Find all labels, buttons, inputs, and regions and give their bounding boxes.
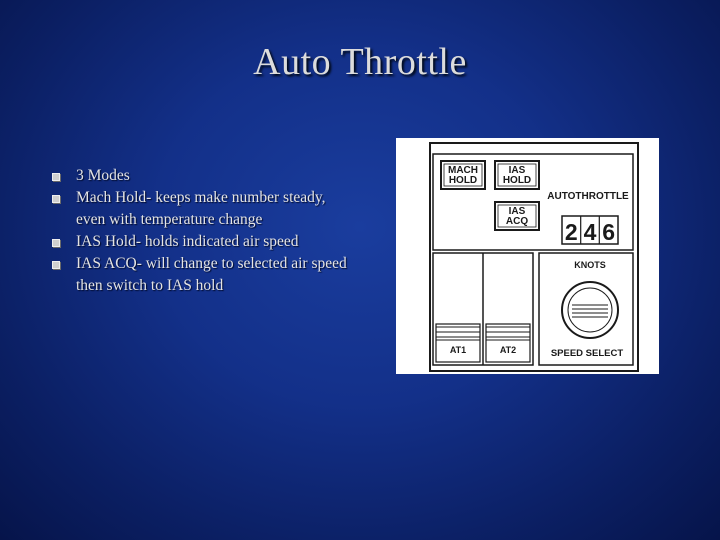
autothrottle-panel-image bbox=[396, 138, 659, 374]
mach-hold-label-bottom: HOLD bbox=[448, 175, 478, 186]
bullet-item-mach-hold bbox=[52, 187, 352, 231]
mach-hold-label-top: MACH bbox=[448, 165, 478, 176]
ias-hold-button[interactable] bbox=[495, 161, 539, 189]
ias-acq-label-top: IAS bbox=[508, 206, 526, 217]
square-bullet-icon bbox=[52, 239, 60, 247]
square-bullet-icon bbox=[52, 261, 60, 269]
bullet-text: IAS Hold- holds indicated air speed bbox=[76, 233, 299, 250]
speed-select-label: SPEED SELECT bbox=[550, 348, 624, 359]
knots-label: KNOTS bbox=[574, 260, 606, 270]
autothrottle-label: AUTOTHROTTLE bbox=[547, 191, 629, 202]
speed-digit-tens: 4 bbox=[583, 219, 597, 245]
at2-arm-switch[interactable] bbox=[486, 324, 530, 362]
ias-hold-label-top: IAS bbox=[508, 165, 526, 176]
bullet-item-ias-hold bbox=[52, 231, 352, 253]
bullet-text: 3 Modes bbox=[76, 167, 130, 184]
bullet-text: Mach Hold- keeps make number steady, even with temperature change bbox=[76, 189, 326, 228]
slide-title: Auto Throttle bbox=[253, 41, 467, 83]
speed-readout bbox=[562, 216, 618, 245]
at1-arm-switch[interactable] bbox=[436, 324, 480, 362]
at1-label: AT1 bbox=[449, 345, 467, 355]
speed-digit-ones: 6 bbox=[602, 219, 616, 245]
speed-digit-hundreds: 2 bbox=[564, 219, 578, 245]
square-bullet-icon bbox=[52, 195, 60, 203]
bullet-item-modes bbox=[52, 165, 352, 187]
ias-hold-label-bottom: HOLD bbox=[502, 175, 532, 186]
square-bullet-icon bbox=[52, 173, 60, 181]
at2-label: AT2 bbox=[499, 345, 517, 355]
speed-select-knob[interactable] bbox=[562, 282, 618, 338]
ias-acq-label-bottom: ACQ bbox=[505, 216, 529, 227]
bullet-text: IAS ACQ- will change to selected air speed then switch to IAS hold bbox=[76, 255, 347, 294]
ias-acq-button[interactable] bbox=[495, 202, 539, 230]
bullet-item-ias-acq bbox=[52, 253, 352, 297]
bullet-list bbox=[52, 165, 352, 297]
mach-hold-button[interactable] bbox=[441, 161, 485, 189]
